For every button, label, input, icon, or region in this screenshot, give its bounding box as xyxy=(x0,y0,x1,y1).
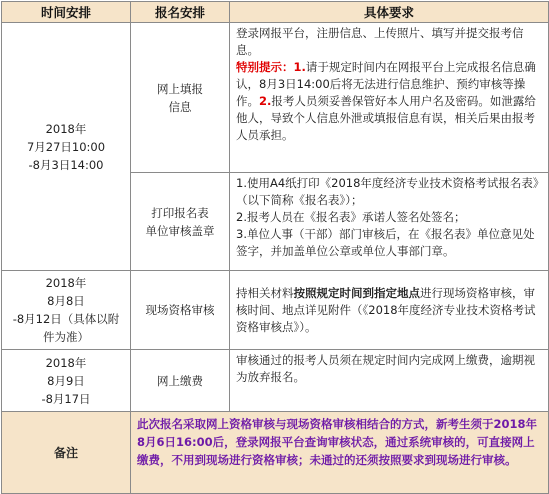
req-online-payment: 审核通过的报考人员须在规定时间内完成网上缴费，逾期视为放弃报名。 xyxy=(230,350,549,412)
item-line: 网上填报 xyxy=(157,81,203,96)
item-line: 信息 xyxy=(168,99,192,114)
time-line: -8月17日 xyxy=(41,391,91,406)
time-cell-1 xyxy=(2,23,131,271)
time-line: 2018年 xyxy=(45,121,87,136)
row-onsite-review xyxy=(2,271,549,350)
time-cell-2 xyxy=(2,271,131,350)
tip-label: 特别提示： xyxy=(236,60,294,74)
item-online-payment: 网上缴费 xyxy=(131,350,230,412)
row-online-payment xyxy=(2,350,549,412)
req-post: 进行现场资格审核，审核时间、地点详见附件（《2018年度经济专业技术资格考试资格审核点》）。 xyxy=(236,285,536,334)
header-requirements: 具体要求 xyxy=(230,2,549,23)
time-line: 8月9日 xyxy=(47,373,85,388)
note-label: 备注 xyxy=(2,412,131,494)
tip-text-1: 请于规定时间内在网报平台上完成报名信息确认，8月3日14:00后将无法进行信息维护、预约审核等操作。 xyxy=(236,60,536,108)
time-line: 件为准） xyxy=(43,330,89,344)
row-online-fill xyxy=(2,23,549,173)
time-line: 8月8日 xyxy=(47,294,85,308)
tip-number-2: 2. xyxy=(259,94,272,108)
time-line: 2018年 xyxy=(45,355,87,370)
item-line: 单位审核盖章 xyxy=(145,223,215,238)
header-item: 报名安排 xyxy=(131,2,230,23)
registration-schedule-table xyxy=(1,1,549,494)
time-line: 7月27日10:00 xyxy=(26,139,106,154)
req-online-fill xyxy=(230,23,549,173)
req-pre: 持相关材料 xyxy=(236,285,294,300)
req-line: 1.使用A4纸打印《2018年度经济专业技术资格考试报名表》（以下简称《报名表》）； xyxy=(236,176,539,207)
tip-text-2: 报考人员须妥善保管好本人用户名及密码。如泄露给他人，导致个人信息外泄或填报信息有误，相关后果由报考人员承担。 xyxy=(236,94,536,142)
header-time: 时间安排 xyxy=(2,2,131,23)
req-bold: 按照规定时间到指定地点 xyxy=(293,285,420,300)
req-line: 3.单位人事（干部）部门审核后，在《报名表》单位意见处签字，并加盖单位公章或单位人事部门章。 xyxy=(236,227,535,258)
time-line: 2018年 xyxy=(45,276,87,290)
item-print-form xyxy=(131,173,230,271)
tip-number-1: 1. xyxy=(293,60,306,74)
req-intro: 登录网报平台，注册信息、上传照片、填写并提交报考信息。 xyxy=(236,26,524,57)
req-print-form xyxy=(230,173,549,271)
item-onsite-review: 现场资格审核 xyxy=(131,271,230,350)
req-onsite-review xyxy=(230,271,549,350)
row-note xyxy=(2,412,549,494)
req-line: 2.报考人员在《报名表》承诺人签名处签名； xyxy=(236,210,466,224)
time-cell-3 xyxy=(2,350,131,412)
item-line: 打印报名表 xyxy=(151,205,209,220)
time-line: -8月12日（具体以附 xyxy=(12,312,120,326)
special-tip xyxy=(236,59,544,144)
header-row xyxy=(2,2,549,23)
item-online-fill xyxy=(131,23,230,173)
note-text: 此次报名采取网上资格审核与现场资格审核相结合的方式，新考生须于2018年8月6日16:00后，登录网报平台查询审核状态，通过系统审核的，可直接网上缴费，不用到现场进行资格审核；未通过的还须按照要求到现场进行审核。 xyxy=(131,412,549,494)
time-line: -8月3日14:00 xyxy=(28,157,104,172)
